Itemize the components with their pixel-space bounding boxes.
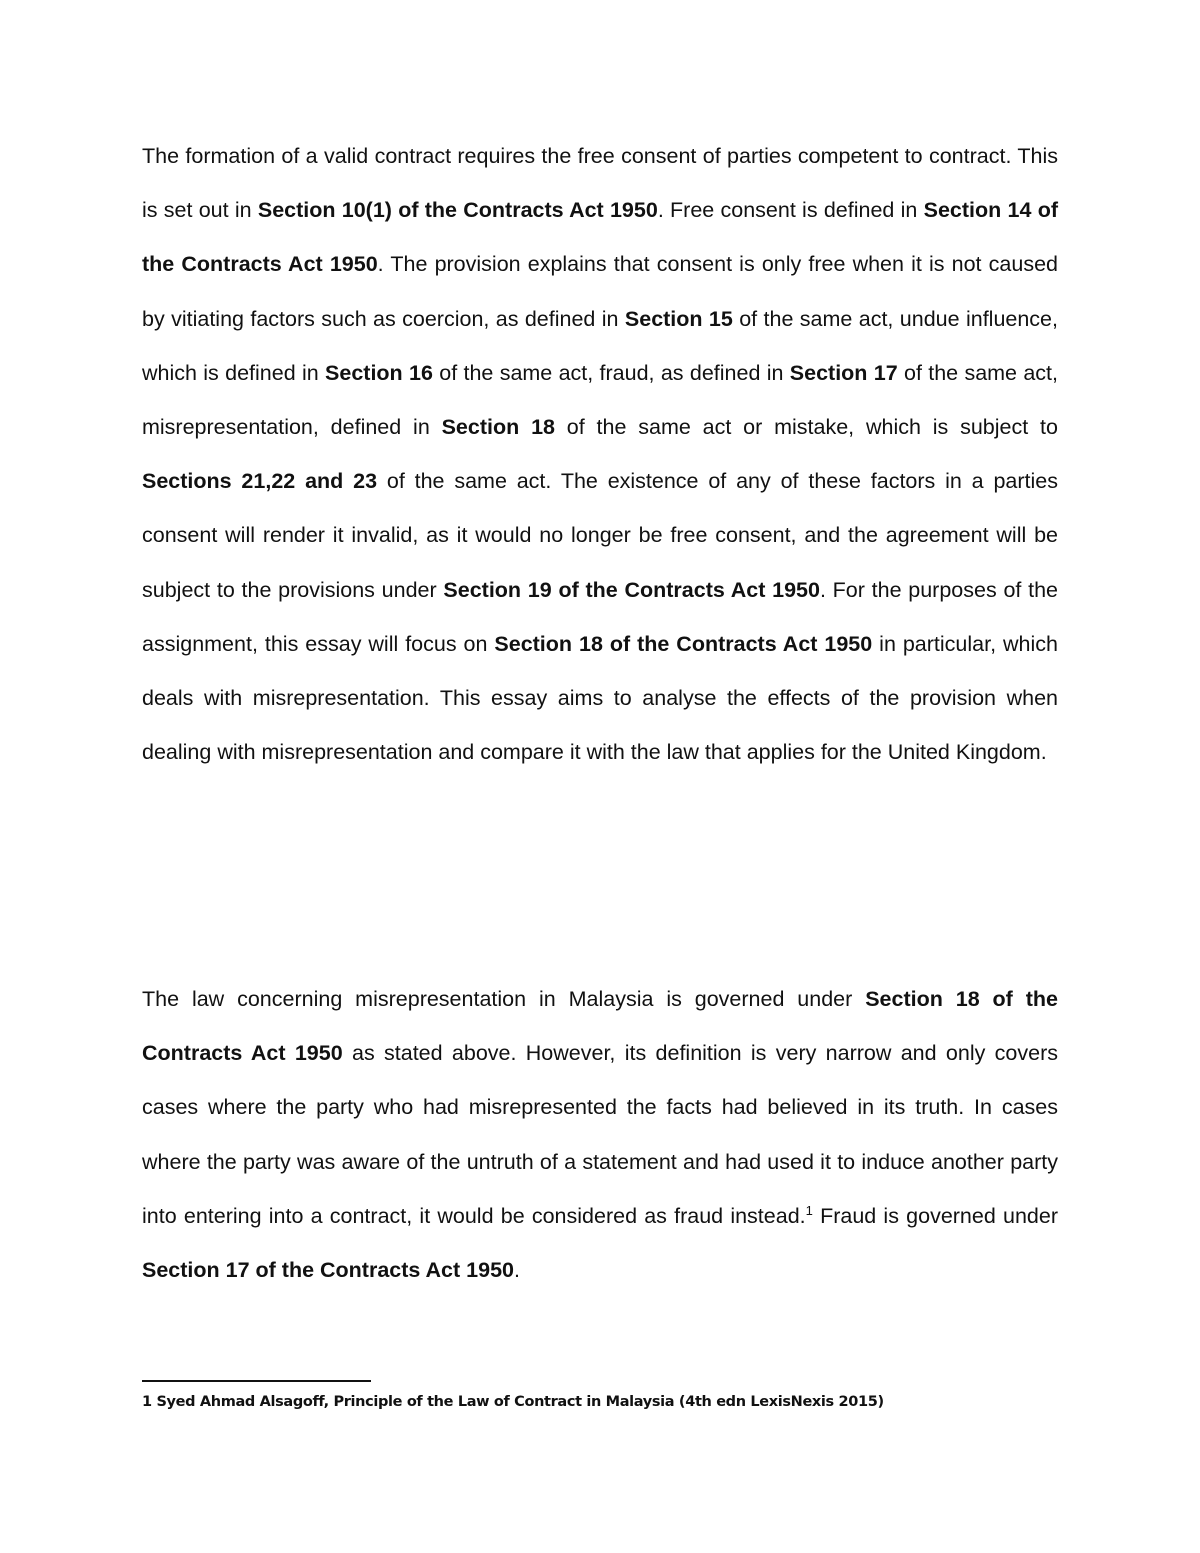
text-run: of the same act, undue influence, which is defined in	[142, 306, 1058, 385]
statute-reference: Section 18	[441, 415, 555, 440]
footnote	[142, 1390, 1042, 1414]
text-run: of the same act, misrepresentation, defined in	[142, 360, 1058, 440]
footnote-reference[interactable]: 1	[805, 1202, 813, 1218]
text-run: . For the purposes of the assignment, this essay will focus on	[142, 577, 1058, 656]
text-run: in particular, which deals with misrepresentation. This essay aims to analyse the effects of the provision when dealing with misrepresentation and compare it with the law that applies for the United Kingdom.	[142, 631, 1058, 765]
statute-reference: Section 18 of the Contracts Act 1950	[142, 987, 1058, 1066]
text-run: .	[513, 1258, 520, 1283]
body-paragraph-2	[142, 972, 1058, 1297]
text-run: . The provision explains that consent is only free when it is not caused by vitiating factors such as coercion, as defined in	[142, 252, 1058, 331]
text-run: Fraud is governed under	[812, 1203, 1058, 1228]
footnote-text: Syed Ahmad Alsagoff, Principle of the Law of Contract in Malaysia (4th edn LexisNexis 2015)	[156, 1394, 884, 1410]
text-run: of the same act. The existence of any of these factors in a parties consent will render it invalid, as it would no longer be free consent, and the agreement will be subject to the provisions under	[142, 469, 1058, 602]
statute-reference: Section 19 of the Contracts Act 1950	[443, 577, 820, 602]
statute-reference: Section 16	[325, 360, 433, 385]
body-paragraph-1	[142, 129, 1058, 779]
statute-reference: Section 14 of the Contracts Act 1950	[142, 198, 1058, 277]
statute-reference: Sections 21,22 and 23	[142, 469, 378, 494]
statute-reference: Section 10(1) of the Contracts Act 1950	[257, 198, 658, 223]
text-run: of the same act, fraud, as defined in	[432, 360, 790, 385]
statute-reference: Section 15	[624, 306, 733, 331]
text-run: The law concerning misrepresentation in Malaysia is governed under	[142, 987, 866, 1011]
text-run: The formation of a valid contract requires the free consent of parties competent to contract. This is set out in	[142, 144, 1058, 223]
statute-reference: Section 17	[789, 360, 898, 385]
text-run: of the same act or mistake, which is subject to	[554, 415, 1058, 440]
statute-reference: Section 17 of the Contracts Act 1950	[142, 1258, 514, 1283]
footnote-separator	[142, 1380, 371, 1382]
text-run: as stated above. However, its definition is very narrow and only covers cases where the party who had misrepresented the facts had believed in its truth. In cases where the party was aware of the untruth of a statement and had used it to induce another party into entering into a contract, it would be considered as fraud instead.	[142, 1041, 1058, 1228]
text-run: . Free consent is defined in	[657, 198, 924, 223]
statute-reference: Section 18 of the Contracts Act 1950	[494, 631, 873, 656]
footnote-number: 1	[142, 1394, 152, 1410]
